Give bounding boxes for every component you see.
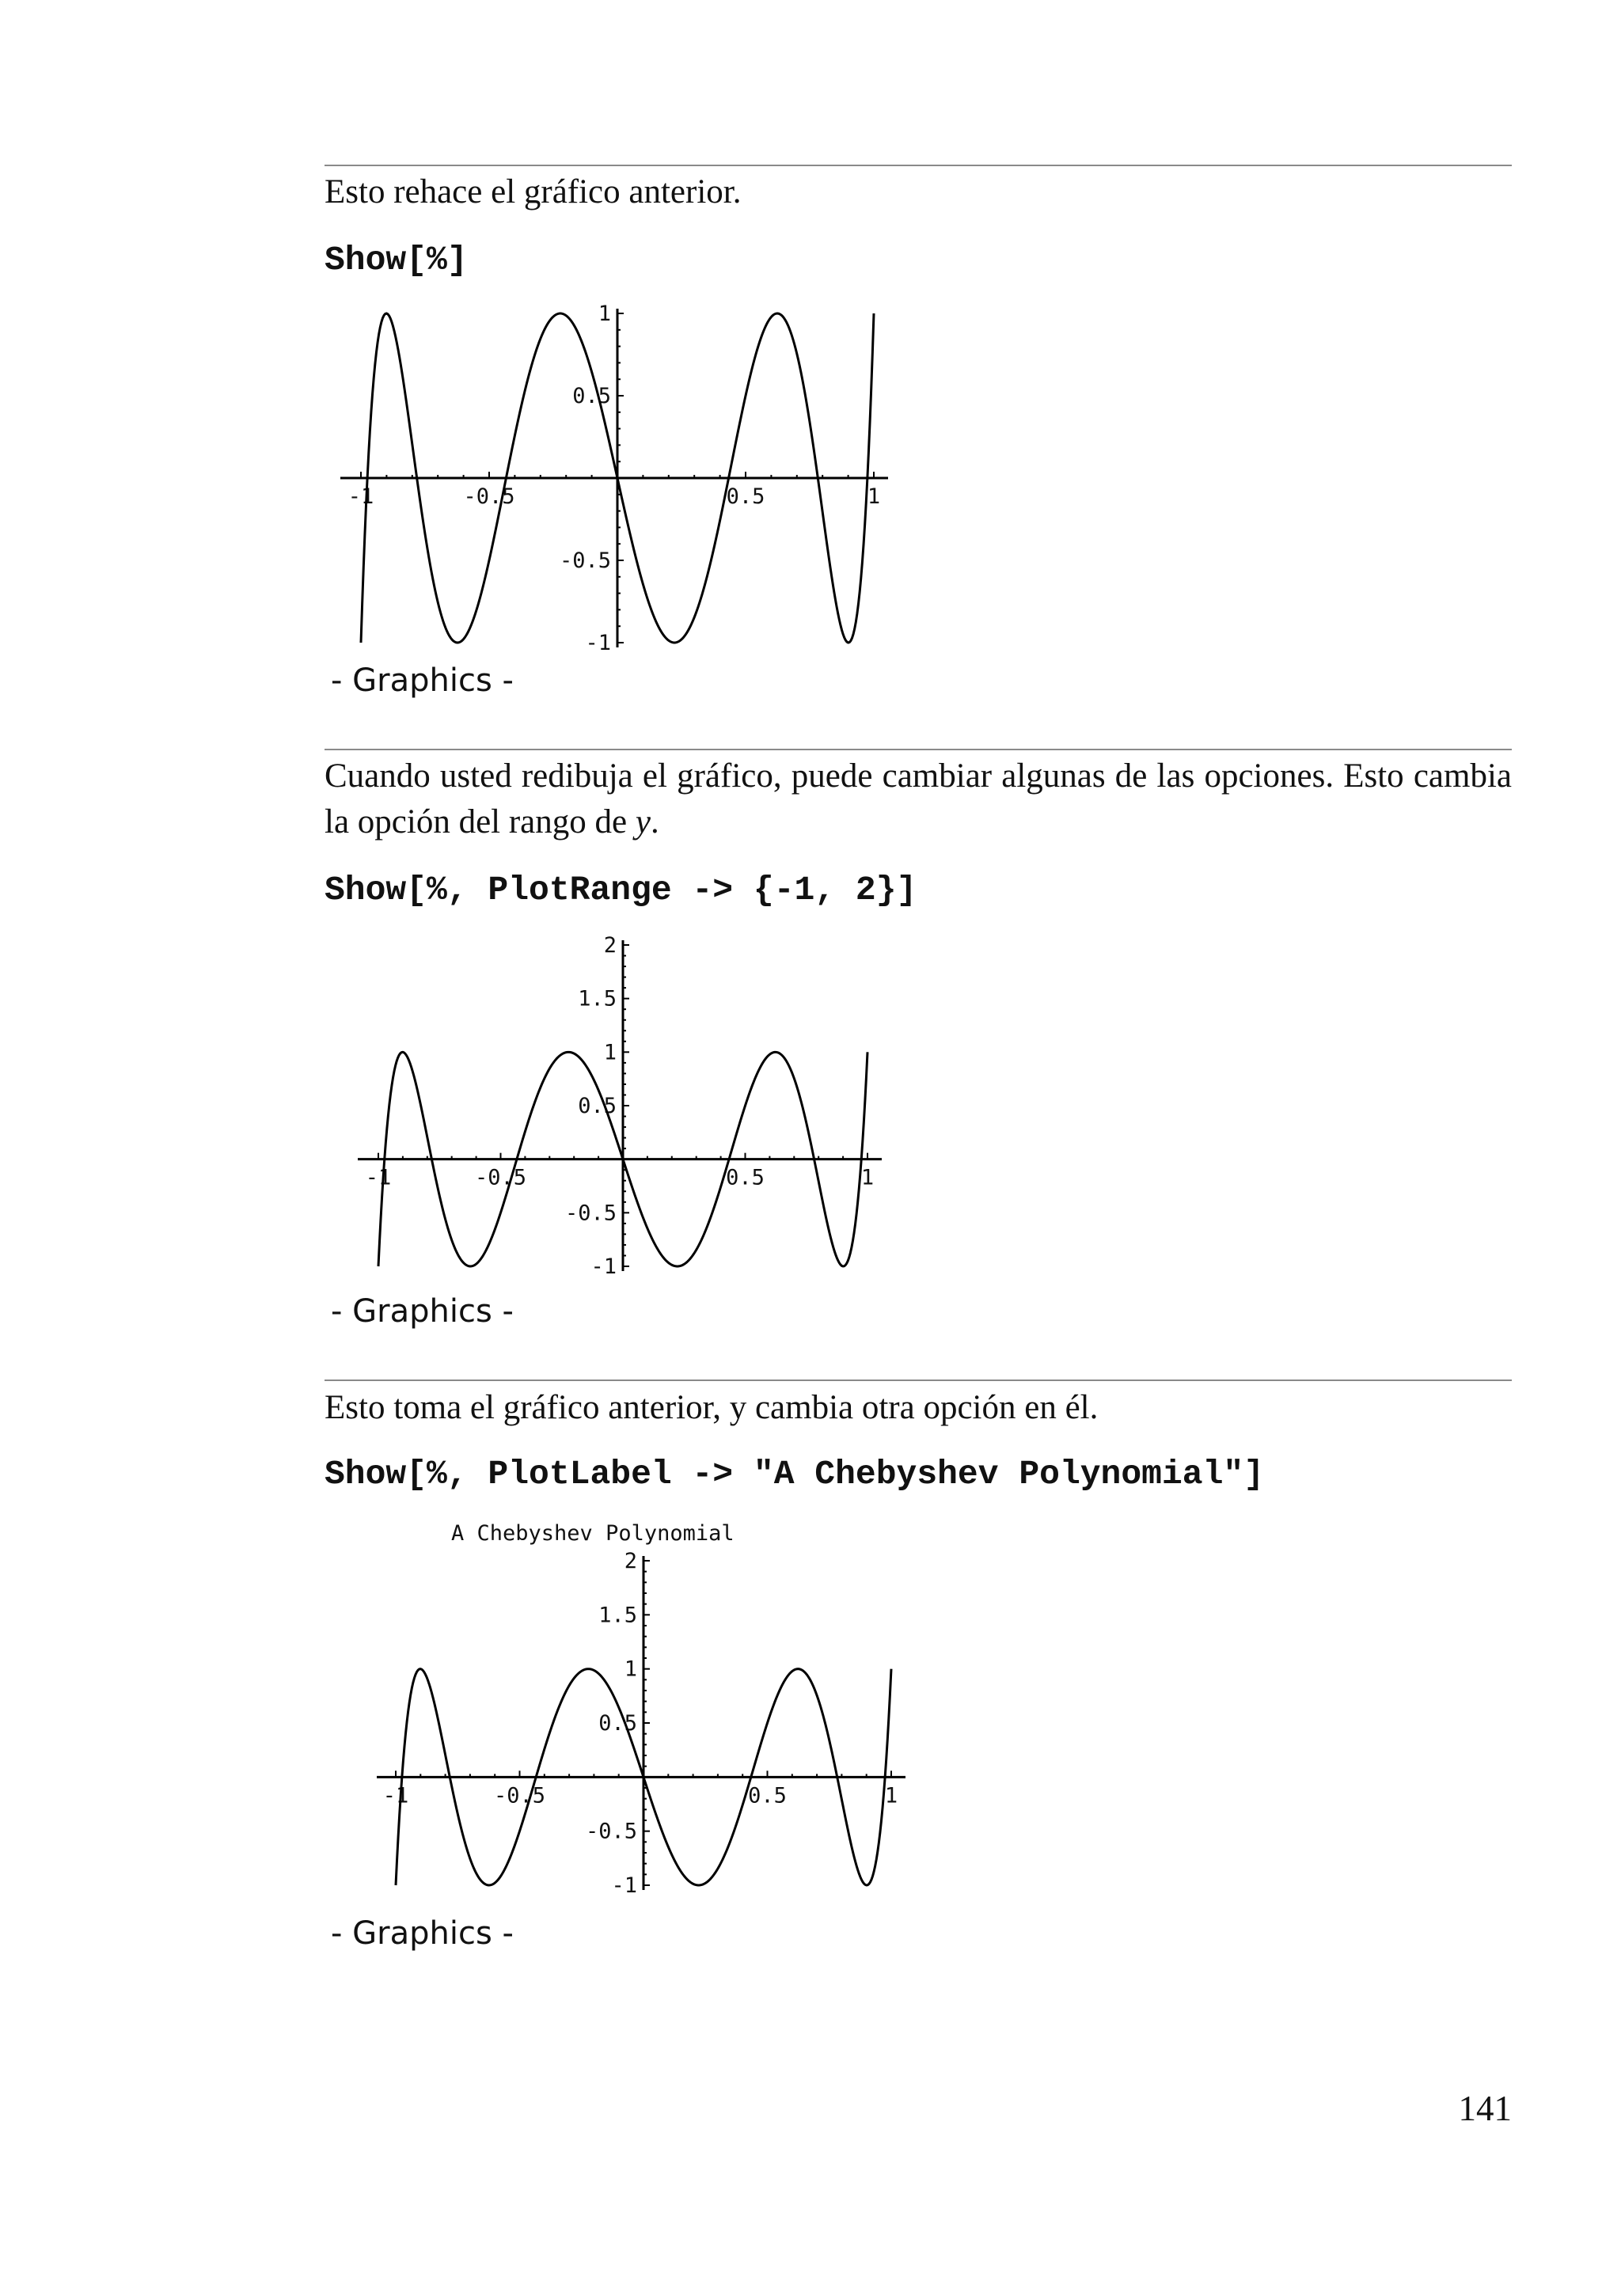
code-input: Show[%, PlotRange -> {-1, 2}] [325, 871, 917, 909]
y-tick-label: 2 [624, 1549, 637, 1573]
x-tick-label: -0.5 [463, 484, 515, 509]
x-tick-label: 1 [867, 484, 881, 509]
page-number: 141 [1458, 2089, 1512, 2128]
section-description: Esto rehace el gráfico anterior. [325, 173, 742, 211]
y-tick-label: -1 [611, 1873, 637, 1898]
y-tick-label: -0.5 [564, 1201, 617, 1226]
section-divider [325, 1379, 1512, 1381]
x-tick-label: 1 [860, 1165, 875, 1190]
y-tick-label: 0.5 [572, 384, 611, 408]
x-tick-label: -0.5 [474, 1165, 527, 1190]
chebyshev-plot [332, 294, 902, 658]
chebyshev-plot [332, 1513, 950, 1909]
variable-y: y [635, 803, 651, 841]
graphics-output-label: - Graphics - [331, 662, 514, 699]
section-description: Esto toma el gráfico anterior, y cambia otra opción en él. [325, 1389, 1099, 1426]
section-divider [325, 165, 1512, 166]
x-tick-label: -1 [347, 484, 374, 509]
x-tick-label: 1 [884, 1783, 898, 1808]
x-tick-label: 0.5 [726, 484, 765, 509]
y-tick-label: 2 [603, 933, 617, 958]
code-input: Show[%, PlotLabel -> "A Chebyshev Polynomial"] [325, 1455, 1264, 1493]
graphics-output-label: - Graphics - [331, 1915, 514, 1952]
y-tick-label: 1 [598, 302, 611, 326]
x-tick-label: 0.5 [748, 1783, 787, 1808]
y-tick-label: 1.5 [578, 986, 617, 1011]
y-tick-label: -0.5 [585, 1819, 637, 1844]
y-tick-label: 1 [624, 1657, 637, 1682]
y-tick-label: 0.5 [578, 1094, 617, 1118]
section-divider [325, 749, 1512, 750]
y-tick-label: 1.5 [598, 1603, 637, 1628]
y-tick-label: -0.5 [559, 548, 611, 573]
y-tick-label: -1 [585, 631, 611, 655]
x-tick-label: 0.5 [726, 1165, 765, 1190]
code-input: Show[%] [325, 241, 468, 279]
y-tick-label: 1 [603, 1040, 617, 1065]
plot-title: A Chebyshev Polynomial [451, 1521, 735, 1546]
chebyshev-plot [332, 926, 902, 1290]
graphics-output-label: - Graphics - [331, 1293, 514, 1330]
y-tick-label: -1 [590, 1254, 617, 1279]
x-tick-label: -1 [365, 1165, 392, 1190]
y-tick-label: 0.5 [598, 1711, 637, 1736]
section-description: Cuando usted redibuja el gráfico, puede cambiar algunas de las opciones. Esto cambia la opción del rango de y. [325, 757, 1512, 841]
x-tick-label: -0.5 [493, 1783, 546, 1808]
x-tick-label: -1 [382, 1783, 409, 1808]
